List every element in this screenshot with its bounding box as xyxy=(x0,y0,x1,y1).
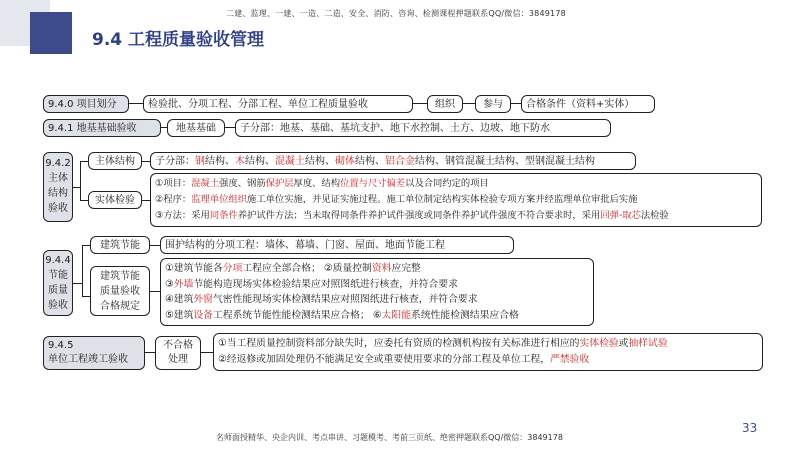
detail-line xyxy=(218,336,758,352)
connector xyxy=(73,283,82,284)
header-decoration-dark xyxy=(30,12,72,54)
node-940-items: 检验批、分项工程、分部工程、单位工程质量验收 xyxy=(143,95,413,113)
bracket xyxy=(82,245,83,296)
connector xyxy=(80,200,88,201)
text: ④建筑 xyxy=(165,294,194,306)
connector xyxy=(73,187,80,188)
text: ①项目： xyxy=(155,178,192,189)
text: 强度、钢筋 xyxy=(219,178,266,189)
text: 施工单位实施，并见证实施过程。施工单位制定结构实体检验专项方案并经监理单位审批后实施 xyxy=(247,194,638,205)
node-941-sub: 子分部：地基、基础、基坑支护、地下水控制、土方、边坡、地下防水 xyxy=(235,119,611,137)
node-944-details xyxy=(160,258,594,326)
text: ②程序： xyxy=(155,194,192,205)
detail-line xyxy=(165,277,589,293)
highlight: 钢 xyxy=(195,156,205,167)
label-942-line: 验收 xyxy=(48,203,68,214)
detail-line xyxy=(165,261,589,277)
highlight: 资料 xyxy=(371,263,392,274)
node-945-details xyxy=(213,333,763,371)
node-945-nonconform xyxy=(155,336,201,370)
label-944-line: 9.4.4 xyxy=(45,255,71,266)
highlight: 外墙 xyxy=(173,278,194,290)
highlight: 分项 xyxy=(222,263,243,274)
connector xyxy=(145,352,155,353)
node-942-details xyxy=(150,173,762,227)
text: 应完整 xyxy=(391,263,421,274)
label-941: 9.4.1 地基基础验收 xyxy=(43,119,161,137)
text: 结构、 xyxy=(305,156,335,167)
connector xyxy=(129,103,143,104)
highlight: 实体检验 xyxy=(579,338,619,349)
connector xyxy=(225,127,235,128)
label-944-line: 质量 xyxy=(48,285,68,296)
node-940-conditions: 合格条件（资料+实体） xyxy=(521,95,655,113)
highlight: 保护层 xyxy=(265,178,294,189)
label-942-line: 结构 xyxy=(48,188,68,199)
text: 养护试件方法；当未取得同条件养护试件强度或同条件养护试件强度不符合要求时，采用 xyxy=(237,210,601,221)
label-945 xyxy=(43,336,145,370)
text: 系统性能检测结果应合格 xyxy=(411,309,519,321)
label-945-line: 单位工程竣工验收 xyxy=(48,354,128,365)
text: ③方法：采用 xyxy=(155,210,210,221)
text: 气密性能现场实体检测结果应对照图纸进行核查，并符合要求 xyxy=(212,294,478,306)
connector xyxy=(150,245,160,246)
highlight: 混凝土 xyxy=(275,156,305,167)
node-945-line: 处理 xyxy=(168,354,188,365)
text: 以及合同约定的项目 xyxy=(405,178,489,189)
text: ⑤建筑 xyxy=(165,309,194,321)
detail-line xyxy=(165,292,589,308)
highlight: 木 xyxy=(235,156,245,167)
label-940: 9.4.0 项目划分 xyxy=(43,95,129,113)
label-942-line: 9.4.2 xyxy=(45,158,71,169)
detail-line xyxy=(218,352,758,368)
node-944-rules-line: 质量验收 xyxy=(100,286,140,297)
detail-line xyxy=(165,308,589,324)
page-title: 9.4 工程质量验收管理 xyxy=(92,30,265,50)
page-number: 33 xyxy=(742,421,758,435)
connector xyxy=(413,103,427,104)
label-944-line: 节能 xyxy=(48,270,68,281)
connector xyxy=(80,161,88,162)
highlight: 回弹-取芯 xyxy=(600,210,641,221)
text: ①当工程质量控制资料部分缺失时，应委托有资质的检测机构按有关标准进行相应的 xyxy=(218,338,580,349)
detail-line xyxy=(155,208,757,224)
highlight: 同条件 xyxy=(209,210,238,221)
node-940-org: 组织 xyxy=(427,95,463,113)
text: 或 xyxy=(618,338,629,349)
footer-contact-text: 名师面授精华、央企内训、考点串讲、习题模考、考前三页纸、绝密押题联系QQ/微信：3849178 xyxy=(216,433,563,442)
detail-line xyxy=(155,176,757,192)
connector xyxy=(150,291,160,292)
top-contact-text: 二建、监理、一建、一造、二造、安全、消防、咨询、检测课程押题联系QQ/微信：3849178 xyxy=(226,9,566,18)
connector xyxy=(142,161,150,162)
highlight: 铝合金 xyxy=(385,156,415,167)
highlight: 外窗 xyxy=(193,294,213,306)
connector xyxy=(463,103,475,104)
node-940-participate: 参与 xyxy=(475,95,511,113)
text: 节能构造现场实体检验结果应对照图纸进行核查，并符合要求 xyxy=(193,278,458,290)
highlight: 位置与尺寸偏差 xyxy=(340,178,406,189)
text: 结构、 xyxy=(245,156,275,167)
connector xyxy=(82,296,90,297)
text: 结构、 xyxy=(205,156,235,167)
text: 法检验 xyxy=(640,210,669,221)
highlight: 混凝土 xyxy=(191,178,220,189)
text: 厚度、结构 xyxy=(293,178,341,189)
bracket xyxy=(80,161,81,200)
highlight: 严禁验收 xyxy=(550,354,590,365)
node-944-rules-line: 建筑节能 xyxy=(100,271,140,282)
node-941-foundation: 地基基础 xyxy=(167,119,225,137)
node-944-envelope: 围护结构的分项工程：墙体、幕墙、门窗、屋面、地面节能工程 xyxy=(160,236,514,254)
highlight: 砌体 xyxy=(335,156,355,167)
highlight: 监理单位组织 xyxy=(191,194,248,205)
text: 子分部： xyxy=(155,156,195,167)
text: 结构、 xyxy=(355,156,385,167)
node-945-line: 不合格 xyxy=(163,340,193,351)
text: ①建筑节能各 xyxy=(165,263,223,274)
node-942-main: 主体结构 xyxy=(88,152,142,170)
label-942 xyxy=(43,152,73,222)
text: ③ xyxy=(165,278,174,290)
node-944-energy: 建筑节能 xyxy=(90,236,150,254)
connector xyxy=(142,200,150,201)
connector xyxy=(511,103,521,104)
text: 工程应全部合格； ②质量控制 xyxy=(242,263,372,274)
connector xyxy=(201,352,213,353)
text: ②经返修或加固处理仍不能满足安全或重要使用要求的分部工程及单位工程， xyxy=(218,354,551,365)
node-942-check: 实体检验 xyxy=(88,191,142,209)
label-944 xyxy=(43,250,73,316)
highlight: 太阳能 xyxy=(381,309,412,321)
label-944-line: 验收 xyxy=(48,300,68,311)
label-945-line: 9.4.5 xyxy=(48,340,74,351)
node-944-rules-line: 合格规定 xyxy=(100,301,140,312)
node-944-rules xyxy=(90,266,150,316)
highlight: 设备 xyxy=(193,309,213,321)
highlight: 抽样试验 xyxy=(628,338,668,349)
text: 结构、钢管混凝土结构、型钢混凝土结构 xyxy=(415,156,595,167)
connector xyxy=(82,245,90,246)
node-942-sub xyxy=(150,152,636,170)
text: 工程系统节能性能检测结果应合格； ⑥ xyxy=(212,309,382,321)
detail-line xyxy=(155,192,757,208)
label-942-line: 主体 xyxy=(48,173,68,184)
